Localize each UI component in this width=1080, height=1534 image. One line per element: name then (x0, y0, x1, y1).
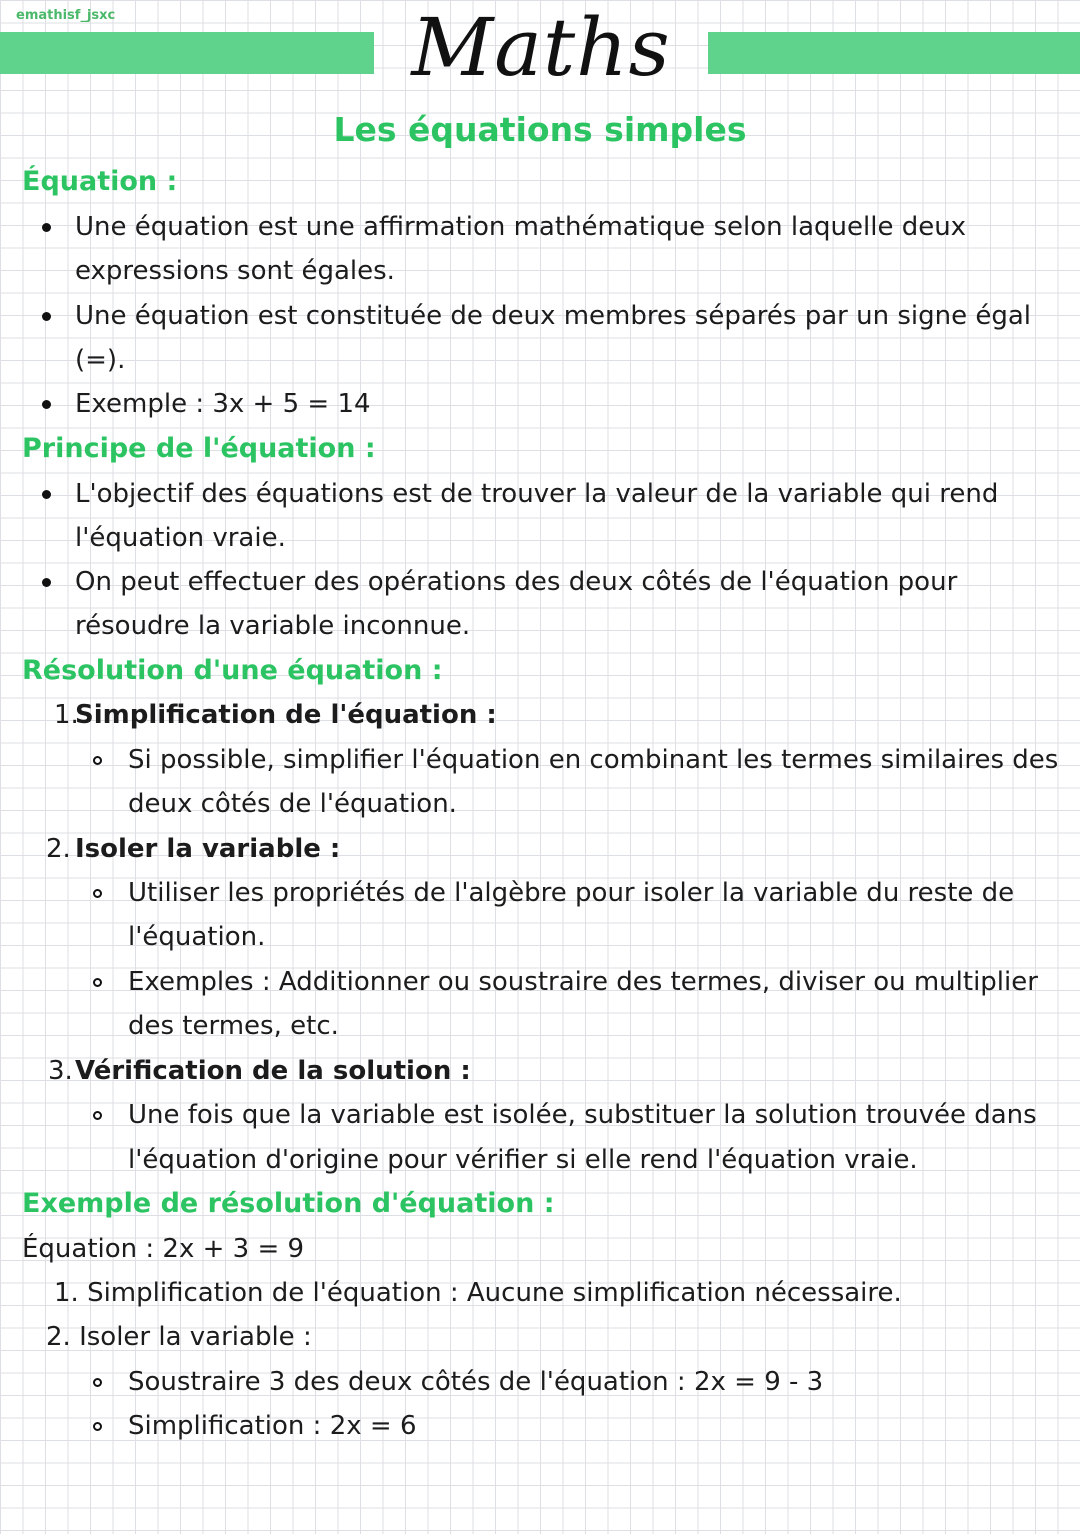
sub-bullet-circle (93, 1378, 102, 1387)
exemple-step-2: 2. Isoler la variable : (46, 1322, 312, 1352)
bullet-dot (42, 490, 51, 499)
bullet-dot (42, 223, 51, 232)
bullet-dot (42, 578, 51, 587)
resolution-step-1-number: 1. (54, 700, 79, 730)
principe-bullet-2-line-2: résoudre la variable inconnue. (75, 611, 471, 641)
resolution-step-2-item-1-line-2: l'équation. (128, 922, 266, 952)
header-bar-right (708, 32, 1080, 74)
author-handle: emathisf_jsxc (16, 8, 116, 23)
sub-bullet-circle (93, 889, 102, 898)
resolution-step-3-item-1-line-2: l'équation d'origine pour vérifier si elle rend l'équation vraie. (128, 1145, 918, 1175)
resolution-step-1-item-1-line-1: Si possible, simplifier l'équation en combinant les termes similaires des (128, 745, 1059, 775)
resolution-step-2-title: Isoler la variable : (75, 834, 341, 864)
bullet-dot (42, 400, 51, 409)
principe-bullet-1-line-1: L'objectif des équations est de trouver la valeur de la variable qui rend (75, 479, 999, 509)
section-heading-equation: Équation : (22, 166, 178, 197)
resolution-step-3-title: Vérification de la solution : (75, 1056, 471, 1086)
resolution-step-3-number: 3. (48, 1056, 73, 1086)
equation-bullet-1-line-2: expressions sont égales. (75, 256, 395, 286)
section-heading-resolution: Résolution d'une équation : (22, 655, 443, 686)
resolution-step-2-item-2-line-1: Exemples : Additionner ou soustraire des termes, diviser ou multiplier (128, 967, 1038, 997)
sub-bullet-circle (93, 978, 102, 987)
exemple-step-2-item-1: Soustraire 3 des deux côtés de l'équation : 2x = 9 - 3 (128, 1367, 824, 1397)
resolution-step-2-item-2-line-2: des termes, etc. (128, 1011, 339, 1041)
resolution-step-3-item-1-line-1: Une fois que la variable est isolée, substituer la solution trouvée dans (128, 1100, 1037, 1130)
section-heading-principe: Principe de l'équation : (22, 433, 376, 464)
sub-bullet-circle (93, 756, 102, 765)
equation-bullet-3: Exemple : 3x + 5 = 14 (75, 389, 371, 419)
equation-bullet-1-line-1: Une équation est une affirmation mathématique selon laquelle deux (75, 212, 967, 242)
page-title: Maths (411, 1, 671, 94)
section-heading-exemple: Exemple de résolution d'équation : (22, 1188, 555, 1219)
resolution-step-2-item-1-line-1: Utiliser les propriétés de l'algèbre pour isoler la variable du reste de (128, 878, 1015, 908)
resolution-step-1-item-1-line-2: deux côtés de l'équation. (128, 789, 457, 819)
resolution-step-2-number: 2. (46, 834, 71, 864)
bullet-dot (42, 312, 51, 321)
page-subtitle: Les équations simples (333, 110, 747, 149)
exemple-step-2-item-2: Simplification : 2x = 6 (128, 1411, 417, 1441)
equation-bullet-2-line-1: Une équation est constituée de deux membres séparés par un signe égal (75, 301, 1031, 331)
equation-bullet-2-line-2: (=). (75, 345, 126, 375)
sub-bullet-circle (93, 1422, 102, 1431)
resolution-step-1-title: Simplification de l'équation : (75, 700, 497, 730)
principe-bullet-2-line-1: On peut effectuer des opérations des deux côtés de l'équation pour (75, 567, 958, 597)
header-bar-left (0, 32, 374, 74)
exemple-step-1: 1. Simplification de l'équation : Aucune simplification nécessaire. (54, 1278, 902, 1308)
exemple-equation: Équation : 2x + 3 = 9 (22, 1234, 305, 1264)
principe-bullet-1-line-2: l'équation vraie. (75, 523, 286, 553)
sub-bullet-circle (93, 1111, 102, 1120)
